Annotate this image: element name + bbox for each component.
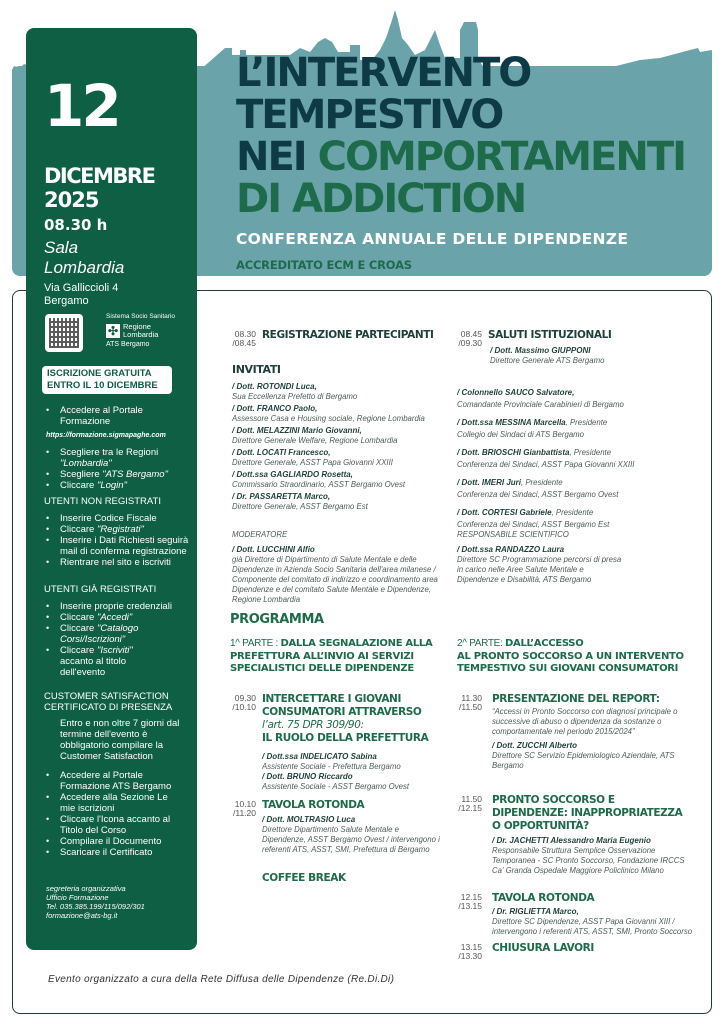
greetings-title: SALUTI ISTITUZIONALI [488,329,612,341]
list-item: • Inserire proprie credenziali [44,601,184,612]
steps-certificate [44,770,184,858]
list-item: / Dott. CORTESI Gabriele, Presidente Conferenza dei Sindaci, ASST Bergamo Est [457,508,610,529]
list-item: • Accedere al Portale Formazione ATS Bergamo [44,770,184,792]
list-item: • Cliccare l'Icona accanto al Titolo del Corso [44,814,184,836]
title-dark-part: NEI [236,134,318,180]
list-item: • Accedere alla Sezione Le mie iscrizioni [44,792,184,814]
time-slot: 09.30 /10.10 [232,693,256,712]
title-block [236,52,706,272]
registration-title: REGISTRAZIONE PARTECIPANTI [262,329,434,341]
address-line: Bergamo [44,295,89,307]
part-prefix: 2^ PARTE: [457,638,506,649]
session-title: INTERCETTARE I GIOVANI CONSUMATORI ATTRAVERSO l’art. 75 DPR 309/90: IL RUOLO DELLA PREFETTURA [262,693,429,744]
list-item: • Scegliere tra le Regioni "Lombardia" [44,447,194,469]
contact-email-link[interactable]: formazione@ats-bg.it [46,911,118,920]
contact-line: Ufficio Formazione [46,893,109,902]
venue-line: Sala [44,238,79,257]
accreditation-label: ACCREDITATO ECM E CROAS [236,258,412,272]
cs-note: Entro e non oltre 7 giorni dal termine dell'evento è obbligatorio compilare la Customer Satisfaction [60,718,180,762]
list-item: / Dott. IMERI Juri, Presidente Conferenza dei Sindaci, ASST Bergamo Ovest [457,478,619,499]
moderator-name: / Dott. LUCCHINI Alfio [232,545,315,554]
session-title: PRESENTAZIONE DEL REPORT: [492,693,660,705]
speaker-role: Assistente Sociale - Prefettura Bergamo [262,762,401,771]
speaker-role: Responsabile Struttura Semplice Osservazione Temporanea - SC Pronto Soccorso, Fondazione IRCCS Ca' Granda Ospedale Maggiore Policlinico Milano [492,846,685,875]
steps-non-registered [44,513,194,568]
report-quote: “Accessi in Pronto Soccorso con diagnosi principale o successive di abuso o dipendenza da sostanze o comportamentale nel periodo 2015/2024” [492,707,678,736]
event-title-line-4 [236,178,706,220]
event-time: 08.30 h [44,216,108,234]
steps-registered [44,601,184,678]
speaker-role: Direttore SC Dipendenze, ASST Papa Giovanni XIII / intervengono i referenti ATS, ASST, SMI, Pronto Soccorso [492,917,693,936]
event-month: DICEMBRE [44,164,155,188]
lombardia-rose-icon: ✣ [107,324,119,338]
list-item: • Scegliere "ATS Bergamo" [44,469,194,480]
event-venue [44,238,124,278]
scientific-name: / Dott.ssa RANDAZZO Laura [457,545,565,554]
logo-name: Regione [123,322,151,331]
list-item: / Dr. PASSARETTA Marco, Direttore Generale, ASST Bergamo Est [232,492,368,511]
event-day: 12 [44,72,119,140]
list-item: • Cliccare "Login" [44,480,194,491]
logo-caption: Sistema Socio Sanitario [106,313,176,320]
time-slot: 08.45 /09.30 [458,329,482,348]
list-item: • Compilare il Documento [44,836,184,847]
speaker-name: / Dott. BRUNO Riccardo [262,772,353,781]
list-item: / Colonnello SAUCO Salvatore, Comandante Provinciale Carabinieri di Bergamo [457,388,624,409]
session-details [492,707,687,771]
time-slot: 10.10 /11.20 [232,799,256,818]
time-slot: 11.30 /11.50 [458,693,482,712]
time-slot: 11.50 /12.15 [458,794,482,813]
session-title: TAVOLA ROTONDA [492,892,595,904]
enroll-line: ISCRIZIONE GRATUITA [47,368,152,379]
time-slot: 12.15 /13.15 [458,892,482,911]
qr-code-icon[interactable] [45,314,83,352]
time-slot: 13.15 /13.30 [458,942,482,961]
session-title: CHIUSURA LAVORI [492,942,594,954]
session-details [492,907,702,937]
speaker-name: / Dr. RIGLIETTA Marco, [492,907,579,916]
venue-line: Lombardia [44,258,125,277]
list-item: / Dott. MELAZZINI Mario Giovanni, Direttore Generale Welfare, Regione Lombardia [232,426,398,445]
event-address [44,282,118,308]
speaker-role: Direttore Dipartimento Salute Mentale e Dipendenze, ASST Bergamo Ovest / intervengono i referenti ATS, ASST, SMI, Prefettura di Bergamo [262,825,440,854]
speaker-name: / Dr. JACHETTI Alessandro Maria Eugenio [492,836,651,845]
free-enrollment-badge [42,366,172,394]
event-year: 2025 [44,188,99,212]
session-speakers [262,752,452,792]
list-item: / Dott. ROTONDI Luca, Sua Eccellenza Prefetto di Bergamo [232,382,358,401]
speaker-name: / Dott.ssa INDELICATO Sabina [262,752,377,761]
part-title: DALL’ACCESSO [505,638,584,649]
session-title: PRONTO SOCCORSO E DIPENDENZE: INAPPROPRIATEZZA O OPPORTUNITÀ? [492,794,683,832]
moderator-block [232,530,452,605]
greetings-speaker [490,346,690,366]
list-item: • Cliccare "Accedi" [44,612,184,623]
part1-heading [230,638,452,676]
steps-region [44,447,194,491]
logo-name: Lombardia [123,330,159,339]
list-item: / Dott. LOCATI Francesco, Direttore Generale, ASST Papa Giovanni XXIII [232,448,393,467]
contact-phone: Tel. 035.385.199/115/092/301 [46,902,145,911]
coffee-break: COFFEE BREAK [262,872,346,884]
session-speakers [262,815,442,855]
regione-lombardia-logo [106,313,175,349]
list-item: • Inserire i Dati Richiesti seguirà mail di conferma registrazione [44,535,194,557]
heading-line: CERTIFICATO DI PRESENZA [44,702,173,713]
list-item: • Cliccare "Registrati" [44,524,194,535]
scientific-lead-block [457,530,627,585]
time-slot: 08.30 /08.45 [232,329,256,348]
heading-customer-satisfaction [44,691,172,713]
session-details [492,836,697,876]
list-item: • Accedere al Portale Formazione [44,405,194,427]
address-line: Via Galliccioli 4 [44,282,119,294]
program-heading: PROGRAMMA [230,612,324,627]
scientific-role: Direttore SC Programmazione percorsi di presa in carico nelle Aree Salute Mentale e Dipendenze e Disabilità, ATS Bergamo [457,555,622,584]
logo-ats: ATS Bergamo [106,341,150,348]
speaker-role: Assistente Sociale - ASST Bergamo Ovest [262,782,410,791]
part-prefix: 1^ PARTE : [230,638,281,649]
speaker-role: Direttore SC Servizio Epidemiologico Aziendale, ATS Bergamo [492,751,675,770]
list-item: • Cliccare "Catalogo Corsi/Iscrizioni" [44,623,184,645]
scientific-label: RESPONSABILE SCIENTIFICO [457,530,569,539]
title-green-part: DI ADDICTION [236,176,526,222]
registration-url-link[interactable]: https://formazione.sigmapaghe.com [46,432,166,439]
invited-list-left [232,382,452,514]
speaker-name: / Dott. ZUCCHI Alberto [492,741,578,750]
part2-heading [457,638,707,676]
speaker-name: / Dott. Massimo GIUPPONI [490,346,591,355]
moderator-label: MODERATORE [232,530,288,539]
part-title: DALLA SEGNALAZIONE ALLA PREFETTURA ALL’INVIO AI SERVIZI SPECIALISTICI DELLE DIPENDENZE [230,638,433,674]
event-title-line-1: L’INTERVENTO [236,50,531,96]
list-item: / Dott.ssa MESSINA Marcella, Presidente Collegio dei Sindaci di ATS Bergamo [457,418,608,439]
moderator-role: già Direttore di Dipartimento di Salute Mentale e delle Dipendenze in Azienda Socio Sanitaria dell'area milanese / Componente del comitato di indirizzo e coordinamento area Dipendenze e del comitato Salute Mentale e Dipendenze, Regione Lombardia [232,555,438,604]
invited-heading: INVITATI [232,363,281,376]
invited-list-right [457,382,697,532]
contact-info [46,884,145,920]
event-title-line-2: TEMPESTIVO [236,92,503,138]
speaker-name: / Dott. MOLTRASIO Luca [262,815,356,824]
list-item: / Dott. BRIOSCHI Gianbattista, Presidente Conferenza dei Sindaci, ASST Papa Giovanni XXIII [457,448,635,469]
title-green-part: COMPORTAMENTI [317,134,686,180]
list-item: / Dott.ssa GAGLIARDO Rosetta, Commissario Straordinario, ASST Bergamo Ovest [232,470,406,489]
part-title: AL PRONTO SOCCORSO A UN INTERVENTO TEMPESTIVO SUI GIOVANI CONSUMATORI [457,650,684,674]
organizer-footer: Evento organizzato a cura della Rete Diffusa delle Dipendenze (Re.Di.Di) [48,974,395,985]
steps-access [44,405,194,427]
heading-registered: UTENTI GIÀ REGISTRATI [44,584,157,595]
contact-line: segreteria organizzativa [46,884,126,893]
conference-subtitle: CONFERENZA ANNUALE DELLE DIPENDENZE [236,230,629,248]
list-item: • Cliccare "Iscriviti" accanto al titolo dell'evento [44,645,144,678]
event-title-line-3 [236,136,706,178]
speaker-role: Direttore Generale ATS Bergamo [490,356,605,365]
list-item: • Rientrare nel sito e iscriviti [44,557,194,568]
session-title: TAVOLA ROTONDA [262,799,365,811]
list-item: • Scaricare il Certificato [44,847,184,858]
heading-line: CUSTOMER SATISFACTION [44,691,169,702]
list-item: / Dott. FRANCO Paolo, Assessore Casa e Housing sociale, Regione Lombardia [232,404,425,423]
heading-non-registered: UTENTI NON REGISTRATI [44,496,161,507]
enroll-line: ENTRO IL 10 DICEMBRE [47,380,158,391]
list-item: • Inserire Codice Fiscale [44,513,194,524]
